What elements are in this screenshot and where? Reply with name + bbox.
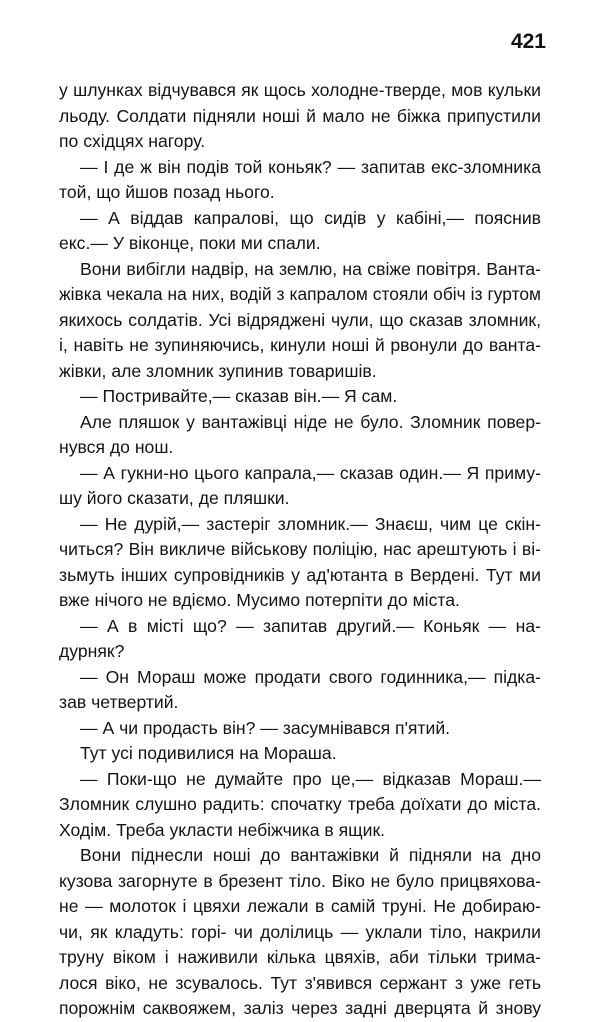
text-line: жівка чекала на них, водій з капралом стояли обіч із гуртом [59,284,541,304]
text-line: якихось солдатів. Усі відряджені чули, що сказав зломник, [59,309,541,330]
text-line: по східцях нагору. [59,131,206,151]
page-number: 421 [510,30,546,53]
text-line: Ходім. Треба укласти небіжчика в ящик. [59,819,386,840]
text-line: Тут усі подивилися на Мораша. [80,743,337,763]
text-line: шу його сказати, де пляшки. [59,488,290,508]
text-line: труну віком і наживили кілька цвяхів, аби тільки трима- [59,947,541,967]
text-line: Зломник слушно радить: спочатку треба доїхати до міста. [59,794,541,814]
text-line: — А гукни-но цього капрала,— сказав один.— Я приму- [80,462,541,483]
text-line: зьмуть інших супровідників у ад'ютанта в Вердені. Тут ми [59,564,541,585]
text-line: — А віддав капралові, що сидів у кабіні,— пояснив [80,207,541,228]
text-line: дурняк? [59,641,125,661]
text-line: льоду. Солдати підняли ноші й мало не біжка припустили [59,105,541,126]
text-line: екс.— У віконце, поки ми спали. [59,233,321,253]
text-line: жівки, але зломник зупинив товаришів. [59,360,377,381]
text-line: зав четвертий. [59,692,179,712]
text-line: — Поки-що не думайте про це,— відказав Мораш.— [80,768,541,789]
text-line: кузова загорнуте в брезент тіло. Віко не було прицвяхова- [59,870,541,891]
text-line: — А чи продасть він? — засумнівався п'ятий. [80,717,451,738]
text-line: читься? Він викличе військову поліцію, нас арештують і ві- [59,539,541,559]
text-line: і, навіть не зупиняючись, кинули ноші й рвонули до ванта- [59,335,541,355]
text-line: нувся до нош. [59,437,174,457]
text-line: не — молоток і цвяхи лежали в самій труні. Не добираю- [59,896,541,916]
text-line: у шлунках відчувався як щось холодне-тверде, мов кульки [59,80,541,100]
text-line: Але пляшок у вантажівці ніде не було. Зломник повер- [80,411,541,432]
text-line: — Не дурій,— застеріг зломник.— Знаєш, чим це скін- [80,513,541,534]
text-line: чи, як кладуть: горі- чи долілиць — уклали тіло, накрили [59,921,541,942]
text-line: — А в місті що? — запитав другий.— Коньяк — на- [80,615,541,636]
text-line: той, що йшов позад нього. [59,182,275,202]
text-line: вже нічого не вдіємо. Мусимо потерпіти до міста. [59,590,460,610]
text-line: порожнім саквояжем, заліз через задні дверцята й знову [59,998,541,1018]
text-line: — Он Мораш може продати свого годинника,— підка- [80,666,541,687]
text-line: лося віко, не зсувалось. Тут з'явився сержант з уже геть [59,972,541,993]
text-line: — І де ж він подів той коньяк? — запитав екс-зломника [80,156,541,177]
text-line: Вони піднесли ноші до вантажівки й підняли на дно [80,845,541,865]
text-line: Вони вибігли надвір, на землю, на свіже повітря. Ванта- [80,258,541,279]
text-line: — Постривайте,— сказав він.— Я сам. [80,386,398,406]
body-text [59,78,541,1022]
